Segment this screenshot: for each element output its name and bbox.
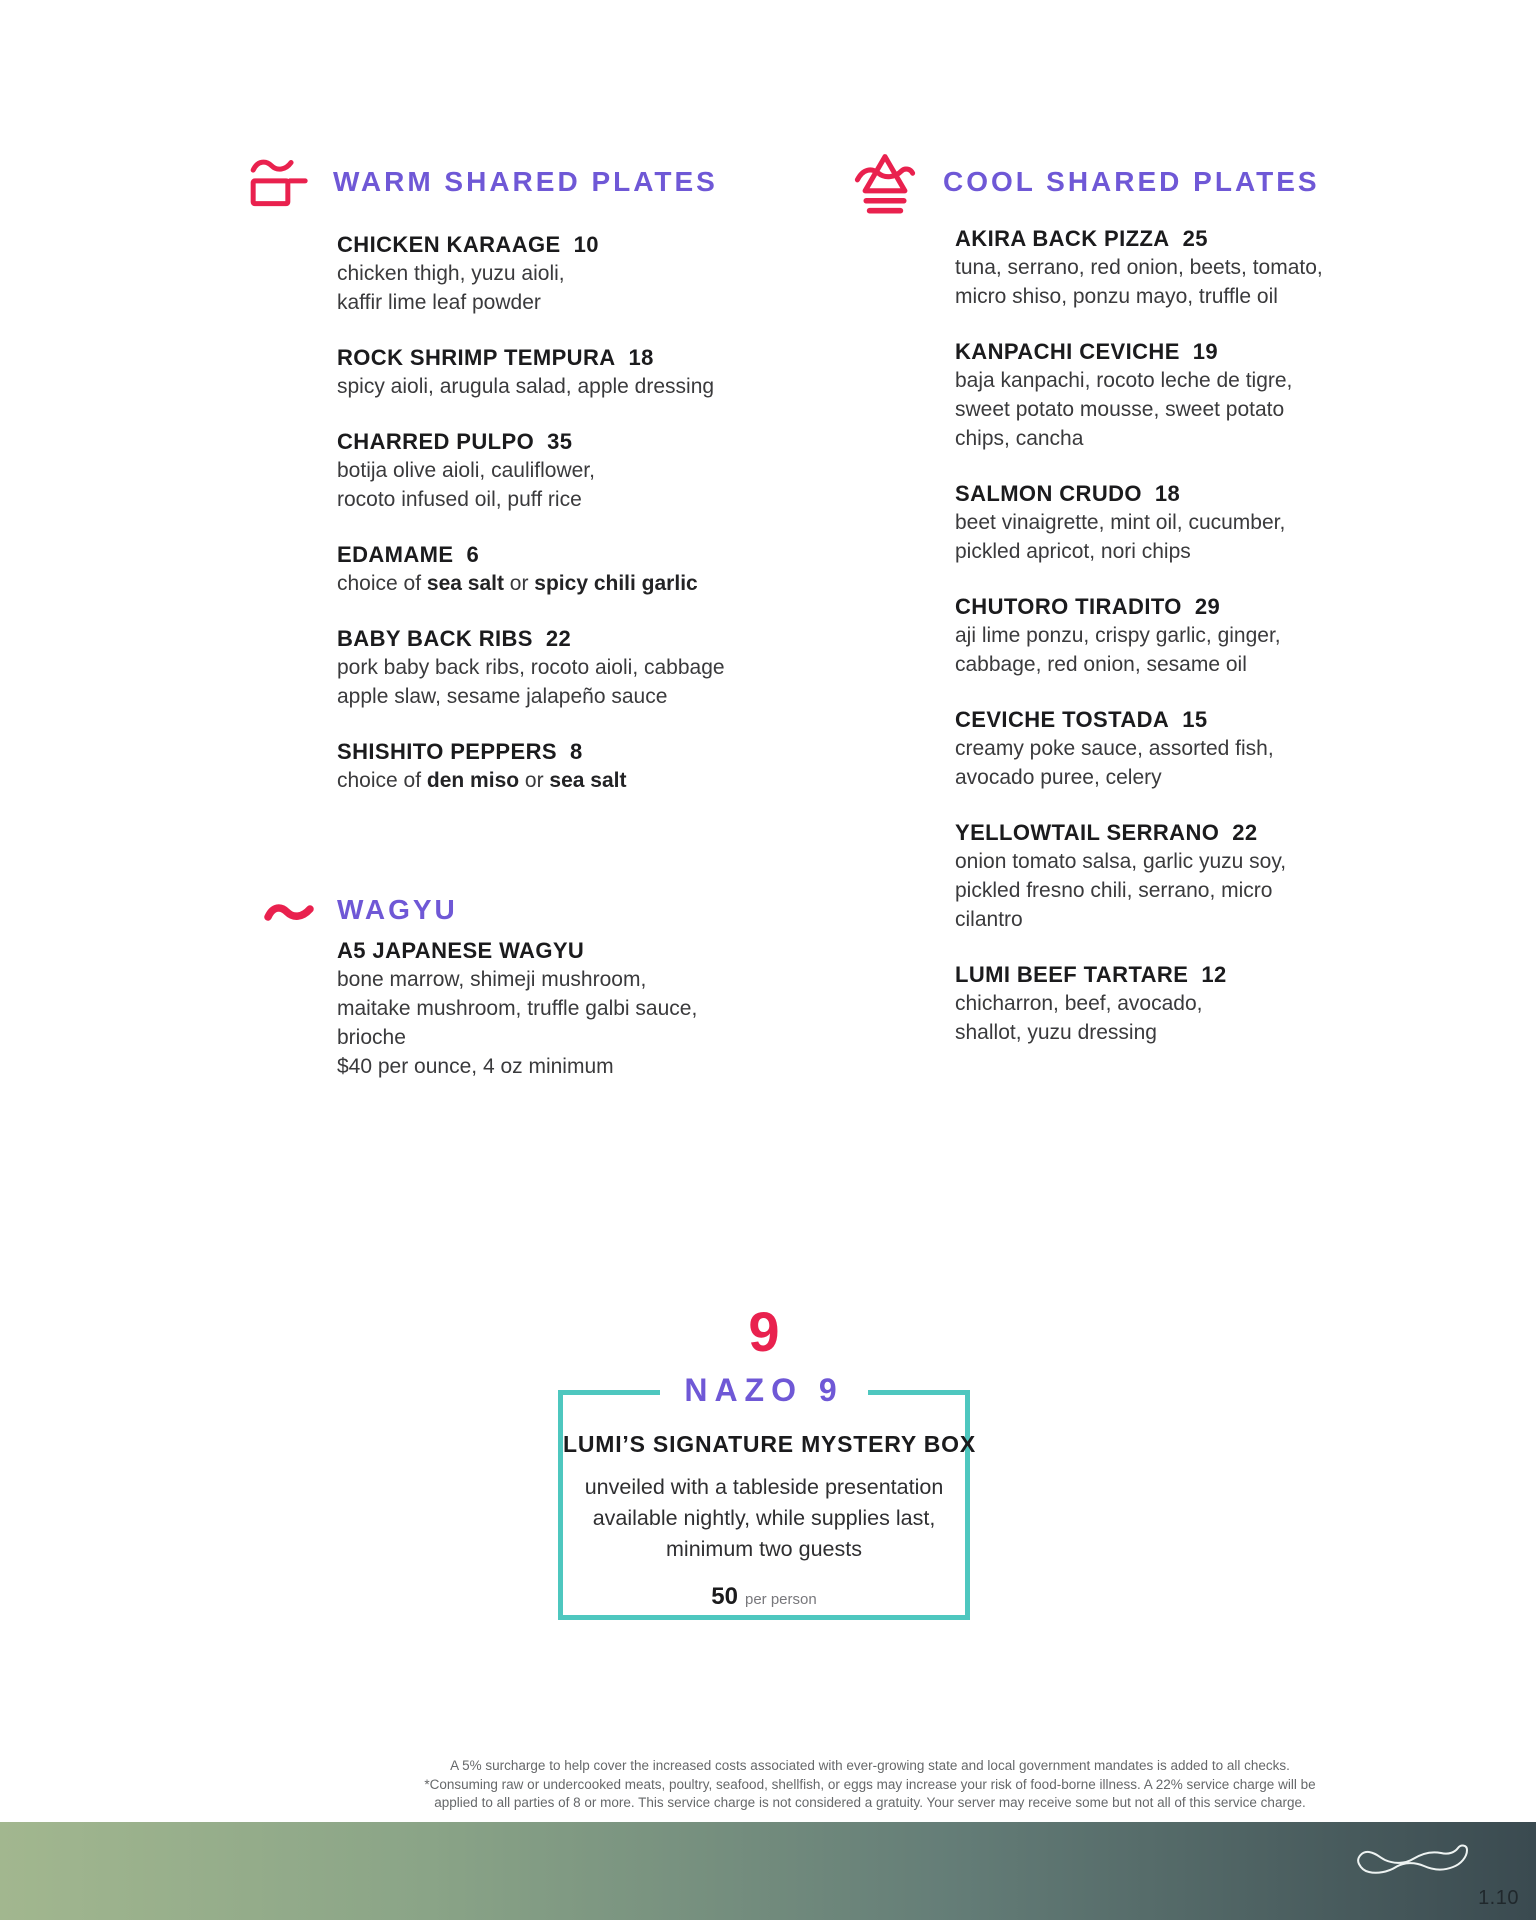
item-desc-line: chips, cancha xyxy=(955,427,1084,450)
fine-print-line: applied to all parties of 8 or more. This service charge is not considered a gratuity. Your server may receive some but not all of this service charge. xyxy=(434,1795,1306,1810)
page-number: 1.10 xyxy=(1478,1887,1519,1909)
item-desc-line: cabbage, red onion, sesame oil xyxy=(955,653,1247,676)
item-price: 22 xyxy=(545,626,572,651)
item-price: 8 xyxy=(569,739,583,764)
item-name xyxy=(337,540,817,569)
pot-steam-icon xyxy=(245,156,309,208)
item-desc-line: botija olive aioli, cauliflower, xyxy=(337,459,595,482)
item-desc-line: spicy aioli, arugula salad, apple dressing xyxy=(337,375,715,398)
item-price: 22 xyxy=(1232,820,1258,845)
footer-bar xyxy=(0,1822,1536,1920)
item-desc-line: cilantro xyxy=(955,908,1023,931)
item-desc xyxy=(337,965,817,1081)
item-desc-line: micro shiso, ponzu mayo, truffle oil xyxy=(955,285,1278,308)
item-desc-line: chicharron, beef, avocado, xyxy=(955,992,1203,1015)
cool-section-title: COOL SHARED PLATES xyxy=(943,166,1320,197)
feature-title-wrap xyxy=(558,1372,970,1408)
item-desc-line: kaffir lime leaf powder xyxy=(337,291,541,314)
menu-item xyxy=(955,818,1435,934)
feature-price-number: 50 xyxy=(711,1583,738,1610)
item-price: 10 xyxy=(573,232,599,257)
warm-section-title: WARM SHARED PLATES xyxy=(333,166,718,197)
item-name-text: YELLOWTAIL SERRANO xyxy=(955,820,1220,845)
item-desc xyxy=(955,253,1435,311)
menu-item xyxy=(955,224,1435,311)
item-price: 19 xyxy=(1192,339,1219,364)
item-name xyxy=(955,818,1435,847)
item-name xyxy=(337,737,817,766)
item-name-text: SALMON CRUDO xyxy=(955,481,1142,506)
item-name xyxy=(955,224,1435,253)
mountain-wave-icon xyxy=(853,150,917,214)
item-name-text: KANPACHI CEVICHE xyxy=(955,339,1180,364)
item-desc xyxy=(955,847,1435,934)
item-desc-line: apple slaw, sesame jalapeño sauce xyxy=(337,685,668,708)
menu-item xyxy=(337,624,817,711)
item-name-text: AKIRA BACK PIZZA xyxy=(955,226,1170,251)
item-desc xyxy=(337,372,817,401)
item-name xyxy=(337,427,817,456)
item-price: 18 xyxy=(1154,481,1181,506)
feature-box-content xyxy=(563,1395,977,1611)
menu-item xyxy=(955,705,1435,792)
feature-text-line: available nightly, while supplies last, xyxy=(592,1506,936,1530)
item-name xyxy=(955,592,1435,621)
feature-numeral: 9 xyxy=(748,1300,780,1363)
item-name-text: CEVICHE TOSTADA xyxy=(955,707,1170,732)
wave-squiggle-icon xyxy=(263,902,315,926)
item-name xyxy=(955,479,1435,508)
item-name-text: CHICKEN KARAAGE xyxy=(337,232,561,257)
item-price: 35 xyxy=(547,429,573,454)
feature-text-line: minimum two guests xyxy=(666,1537,862,1561)
item-name xyxy=(337,343,817,372)
item-price: 25 xyxy=(1182,226,1208,251)
feature-text-line: unveiled with a tableside presentation xyxy=(584,1475,944,1499)
item-price: 12 xyxy=(1201,962,1227,987)
item-desc xyxy=(955,734,1435,792)
item-desc-line: choice of den miso or sea salt xyxy=(337,769,627,792)
menu-item xyxy=(955,337,1435,453)
warm-section-header xyxy=(245,152,718,212)
item-desc xyxy=(337,766,817,795)
item-desc-line: maitake mushroom, truffle galbi sauce, xyxy=(337,997,698,1020)
item-desc-line: pork baby back ribs, rocoto aioli, cabbage xyxy=(337,656,725,679)
item-desc xyxy=(955,989,1435,1047)
fine-print-line: A 5% surcharge to help cover the increased costs associated with ever-growing state and local government mandates is added to all checks. xyxy=(450,1758,1290,1773)
item-desc-line: choice of sea salt or spicy chili garlic xyxy=(337,572,698,595)
cool-section-header xyxy=(853,150,1320,214)
menu-item xyxy=(337,936,817,1081)
menu-item xyxy=(337,230,817,317)
feature-heading: LUMI’S SIGNATURE MYSTERY BOX xyxy=(563,1431,977,1457)
item-desc-line: pickled fresno chili, serrano, micro xyxy=(955,879,1273,902)
item-name-text: CHARRED PULPO xyxy=(337,429,535,454)
item-desc-line: tuna, serrano, red onion, beets, tomato, xyxy=(955,256,1323,279)
item-desc-line: pickled apricot, nori chips xyxy=(955,540,1191,563)
item-name xyxy=(337,230,817,259)
item-name-text: ROCK SHRIMP TEMPURA xyxy=(337,345,616,370)
feature-price xyxy=(563,1583,965,1611)
feature-box xyxy=(558,1390,977,1620)
item-desc xyxy=(337,456,817,514)
item-name-text: CHUTORO TIRADITO xyxy=(955,594,1182,619)
item-name xyxy=(955,337,1435,366)
item-price: 18 xyxy=(628,345,654,370)
menu-item xyxy=(337,540,817,598)
item-desc-line: shallot, yuzu dressing xyxy=(955,1021,1157,1044)
item-desc-line: aji lime ponzu, crispy garlic, ginger, xyxy=(955,624,1281,647)
item-desc xyxy=(955,508,1435,566)
feature-price-unit: per person xyxy=(744,1591,817,1608)
item-name-text: EDAMAME xyxy=(337,542,454,567)
fine-print-line: *Consuming raw or undercooked meats, poultry, seafood, shellfish, or eggs may increase your risk of food-borne illness. A 22% service charge will be xyxy=(424,1776,1316,1792)
item-desc-line: creamy poke sauce, assorted fish, xyxy=(955,737,1274,760)
item-desc xyxy=(955,621,1435,679)
item-name-text: BABY BACK RIBS xyxy=(337,626,533,651)
wagyu-section-title: WAGYU xyxy=(337,894,458,925)
menu-item xyxy=(337,737,817,795)
menu-item xyxy=(955,592,1435,679)
item-desc-line: brioche xyxy=(337,1026,406,1049)
item-desc-line: bone marrow, shimeji mushroom, xyxy=(337,968,647,991)
cool-items-column xyxy=(955,224,1435,1073)
item-desc-line: chicken thigh, yuzu aioli, xyxy=(337,262,565,285)
item-desc-line: sweet potato mousse, sweet potato xyxy=(955,398,1285,421)
item-desc xyxy=(337,569,817,598)
warm-items-column xyxy=(337,230,817,821)
item-desc-line: avocado puree, celery xyxy=(955,766,1162,789)
menu-item xyxy=(337,427,817,514)
item-desc-line: $40 per ounce, 4 oz minimum xyxy=(337,1055,614,1078)
item-desc xyxy=(337,259,817,317)
item-name-text: A5 JAPANESE WAGYU xyxy=(337,938,585,963)
item-desc-line: baja kanpachi, rocoto leche de tigre, xyxy=(955,369,1293,392)
wagyu-items-column xyxy=(337,936,817,1107)
item-price: 15 xyxy=(1182,707,1208,732)
item-price: 6 xyxy=(466,542,480,567)
item-name xyxy=(337,936,817,965)
feature-text xyxy=(563,1472,965,1565)
item-name-text: SHISHITO PEPPERS xyxy=(337,739,557,764)
wave-logo-icon xyxy=(1348,1840,1474,1886)
item-name xyxy=(955,960,1435,989)
wagyu-section-header xyxy=(263,888,458,932)
menu-item xyxy=(337,343,817,401)
item-price: 29 xyxy=(1194,594,1221,619)
menu-item xyxy=(955,960,1435,1047)
item-desc-line: onion tomato salsa, garlic yuzu soy, xyxy=(955,850,1287,873)
item-name xyxy=(337,624,817,653)
item-name xyxy=(955,705,1435,734)
fine-print xyxy=(270,1757,1470,1813)
item-desc-line: rocoto infused oil, puff rice xyxy=(337,488,582,511)
item-desc xyxy=(337,653,817,711)
item-desc-line: beet vinaigrette, mint oil, cucumber, xyxy=(955,511,1286,534)
feature-title: NAZO 9 xyxy=(660,1372,867,1408)
item-name-text: LUMI BEEF TARTARE xyxy=(955,962,1189,987)
menu-item xyxy=(955,479,1435,566)
item-desc xyxy=(955,366,1435,453)
